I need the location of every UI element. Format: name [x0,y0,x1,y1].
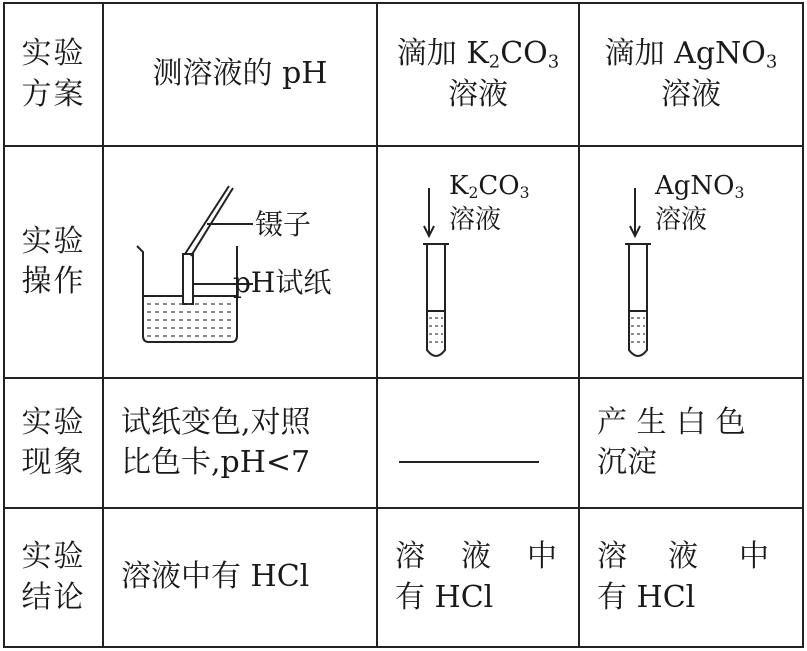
tweezers-arm-1 [185,186,229,254]
tweezers-arm-2 [191,188,233,256]
row-label-conclusion: 实验 结论 [21,539,86,615]
plan-measure-ph: 测溶液的 pH [152,56,328,92]
conclusion-k2co3: 溶 液 中 有 HCl [395,539,557,615]
plan-add-k2co3: 滴加 $K_2CO_3$ 溶液 [396,35,560,112]
row-label-plan: 实验 方案 [21,36,86,112]
row-label-operation: 实验 操作 [21,223,86,299]
operation-agno3-diagram [579,146,803,378]
operation-k2co3-diagram [377,146,579,378]
agno3-reagent-label: AgNO$_3$ 溶液 [655,171,745,235]
operation-ph-diagram [103,146,377,378]
no-phenomenon-dash [399,461,539,463]
beaker-illustration [103,146,377,378]
test-tube-outline [427,244,445,356]
conclusion-ph: 溶液中有 HCl [121,559,310,595]
tweezers-label: 镊子 [255,208,312,241]
liquid-hatching [147,304,233,336]
ph-paper-strip [183,254,193,304]
phenomenon-ph: 试纸变色,对照 比色卡,pH<7 [121,404,311,480]
phenomenon-agno3: 产 生 白 色 沉淀 [597,404,746,480]
ph-paper-label: pH试纸 [233,266,332,299]
test-tube-outline [629,244,647,356]
row-label-phenomenon: 实验 现象 [21,404,86,480]
k2co3-reagent-label: $K_2CO_3$ 溶液 [449,171,530,235]
conclusion-agno3: 溶 液 中 有 HCl [597,539,769,615]
plan-add-agno3: 滴加 AgNO$_3$ 溶液 [604,35,778,112]
phenomenon-k2co3 [377,378,579,508]
